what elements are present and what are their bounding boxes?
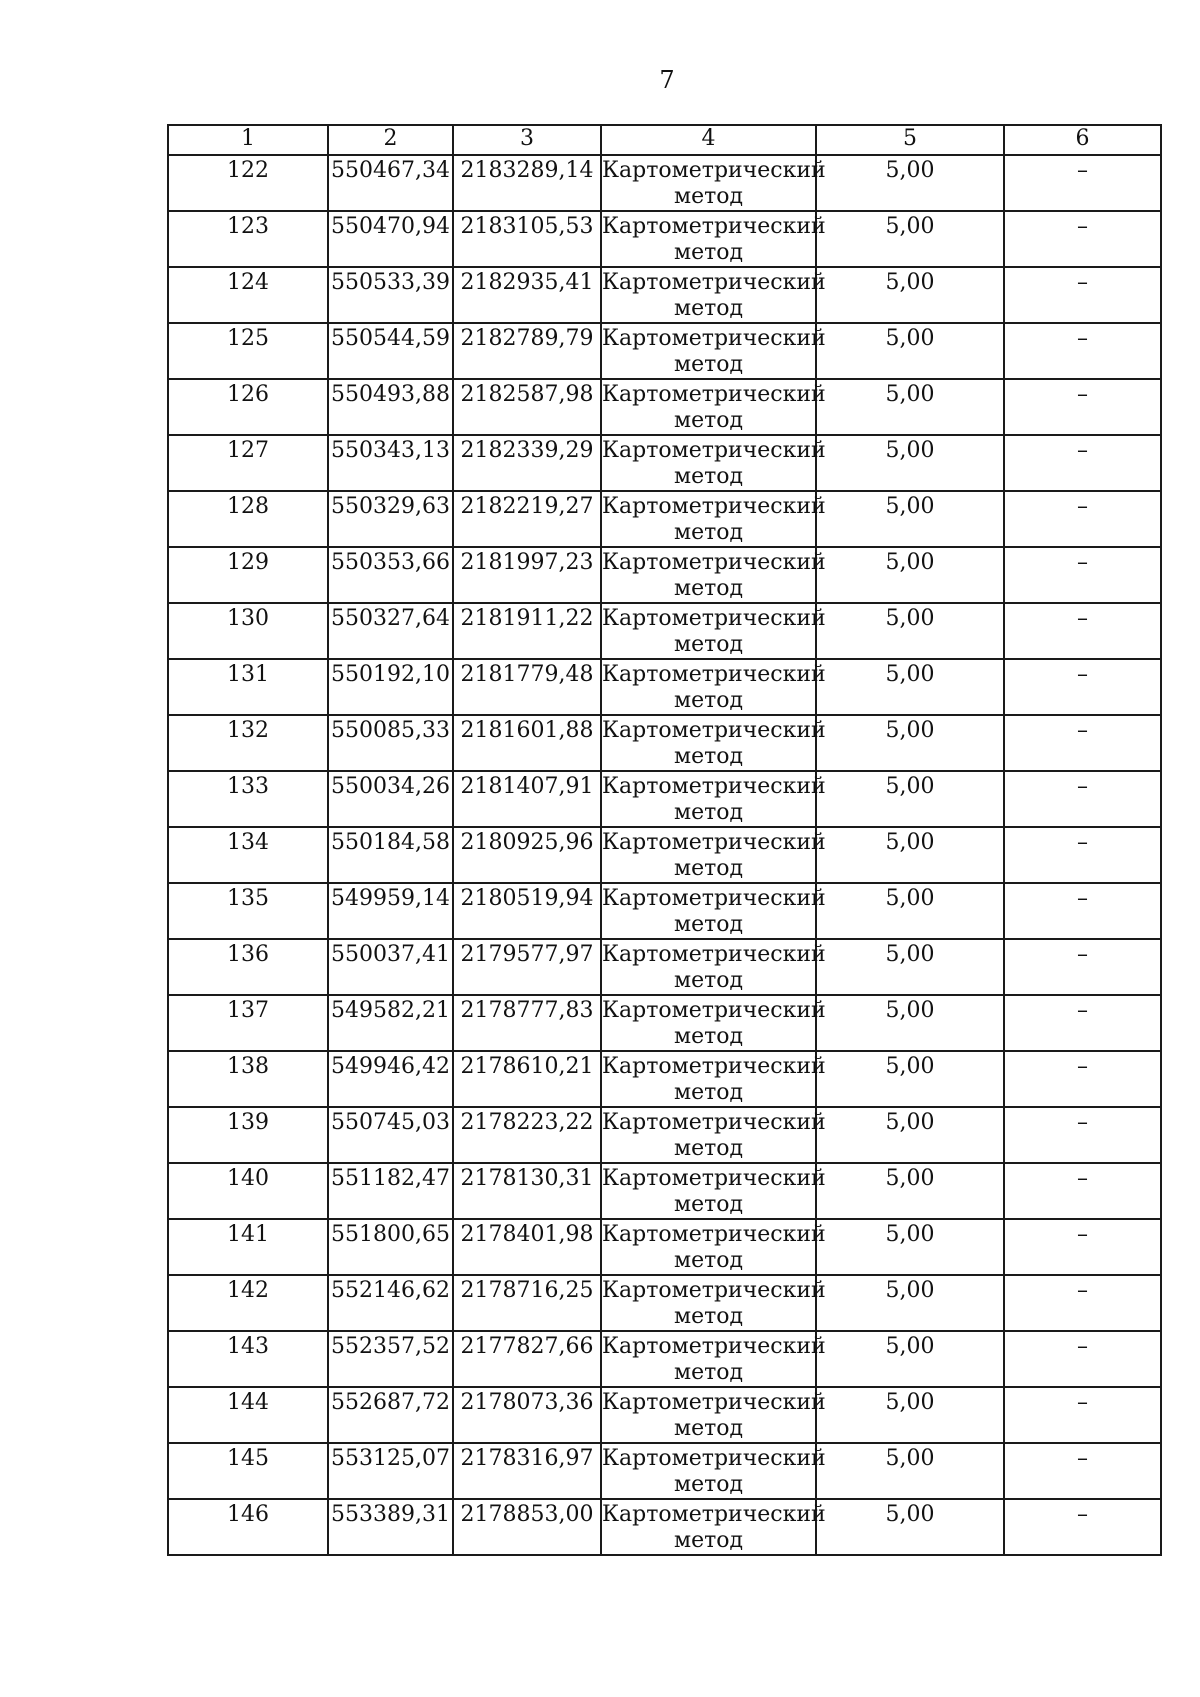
x-coordinate-cell: 550544,59 bbox=[328, 323, 453, 379]
table-row bbox=[168, 603, 1161, 659]
method-cell: Картометрический метод bbox=[601, 1219, 816, 1275]
note-cell: – bbox=[1004, 491, 1161, 547]
point-number-cell: 132 bbox=[168, 715, 328, 771]
y-coordinate-cell: 2182587,98 bbox=[453, 379, 601, 435]
table-row bbox=[168, 715, 1161, 771]
table-row bbox=[168, 1443, 1161, 1499]
method-cell: Картометрический метод bbox=[601, 939, 816, 995]
x-coordinate-cell: 549946,42 bbox=[328, 1051, 453, 1107]
method-cell: Картометрический метод bbox=[601, 1387, 816, 1443]
column-header-6: 6 bbox=[1004, 125, 1161, 155]
x-coordinate-cell: 550037,41 bbox=[328, 939, 453, 995]
column-header-2: 2 bbox=[328, 125, 453, 155]
x-coordinate-cell: 549959,14 bbox=[328, 883, 453, 939]
note-cell: – bbox=[1004, 1443, 1161, 1499]
accuracy-cell: 5,00 bbox=[816, 379, 1004, 435]
point-number-cell: 125 bbox=[168, 323, 328, 379]
y-coordinate-cell: 2178223,22 bbox=[453, 1107, 601, 1163]
point-number-cell: 146 bbox=[168, 1499, 328, 1555]
table-row bbox=[168, 1051, 1161, 1107]
note-cell: – bbox=[1004, 771, 1161, 827]
accuracy-cell: 5,00 bbox=[816, 883, 1004, 939]
x-coordinate-cell: 549582,21 bbox=[328, 995, 453, 1051]
table-row bbox=[168, 267, 1161, 323]
method-cell: Картометрический метод bbox=[601, 1499, 816, 1555]
accuracy-cell: 5,00 bbox=[816, 491, 1004, 547]
note-cell: – bbox=[1004, 995, 1161, 1051]
accuracy-cell: 5,00 bbox=[816, 659, 1004, 715]
accuracy-cell: 5,00 bbox=[816, 1275, 1004, 1331]
point-number-cell: 126 bbox=[168, 379, 328, 435]
method-cell: Картометрический метод bbox=[601, 323, 816, 379]
method-cell: Картометрический метод bbox=[601, 211, 816, 267]
accuracy-cell: 5,00 bbox=[816, 1219, 1004, 1275]
y-coordinate-cell: 2178316,97 bbox=[453, 1443, 601, 1499]
method-cell: Картометрический метод bbox=[601, 1443, 816, 1499]
x-coordinate-cell: 553125,07 bbox=[328, 1443, 453, 1499]
header-row bbox=[168, 125, 1161, 155]
point-number-cell: 128 bbox=[168, 491, 328, 547]
method-cell: Картометрический метод bbox=[601, 995, 816, 1051]
note-cell: – bbox=[1004, 1387, 1161, 1443]
point-number-cell: 137 bbox=[168, 995, 328, 1051]
y-coordinate-cell: 2181601,88 bbox=[453, 715, 601, 771]
table-row bbox=[168, 1219, 1161, 1275]
table-header bbox=[168, 125, 1161, 155]
accuracy-cell: 5,00 bbox=[816, 1443, 1004, 1499]
x-coordinate-cell: 550493,88 bbox=[328, 379, 453, 435]
table-row bbox=[168, 323, 1161, 379]
y-coordinate-cell: 2180519,94 bbox=[453, 883, 601, 939]
x-coordinate-cell: 552146,62 bbox=[328, 1275, 453, 1331]
point-number-cell: 127 bbox=[168, 435, 328, 491]
column-header-3: 3 bbox=[453, 125, 601, 155]
x-coordinate-cell: 550470,94 bbox=[328, 211, 453, 267]
x-coordinate-cell: 550329,63 bbox=[328, 491, 453, 547]
note-cell: – bbox=[1004, 827, 1161, 883]
y-coordinate-cell: 2178777,83 bbox=[453, 995, 601, 1051]
accuracy-cell: 5,00 bbox=[816, 995, 1004, 1051]
table-row bbox=[168, 659, 1161, 715]
table-row bbox=[168, 491, 1161, 547]
point-number-cell: 124 bbox=[168, 267, 328, 323]
note-cell: – bbox=[1004, 1219, 1161, 1275]
y-coordinate-cell: 2183289,14 bbox=[453, 155, 601, 211]
accuracy-cell: 5,00 bbox=[816, 715, 1004, 771]
point-number-cell: 134 bbox=[168, 827, 328, 883]
y-coordinate-cell: 2177827,66 bbox=[453, 1331, 601, 1387]
method-cell: Картометрический метод bbox=[601, 771, 816, 827]
y-coordinate-cell: 2182935,41 bbox=[453, 267, 601, 323]
point-number-cell: 133 bbox=[168, 771, 328, 827]
method-cell: Картометрический метод bbox=[601, 1107, 816, 1163]
y-coordinate-cell: 2181911,22 bbox=[453, 603, 601, 659]
method-cell: Картометрический метод bbox=[601, 547, 816, 603]
table-row bbox=[168, 1387, 1161, 1443]
y-coordinate-cell: 2182789,79 bbox=[453, 323, 601, 379]
note-cell: – bbox=[1004, 211, 1161, 267]
point-number-cell: 144 bbox=[168, 1387, 328, 1443]
x-coordinate-cell: 550192,10 bbox=[328, 659, 453, 715]
note-cell: – bbox=[1004, 1331, 1161, 1387]
point-number-cell: 138 bbox=[168, 1051, 328, 1107]
method-cell: Картометрический метод bbox=[601, 1163, 816, 1219]
method-cell: Картометрический метод bbox=[601, 267, 816, 323]
point-number-cell: 131 bbox=[168, 659, 328, 715]
point-number-cell: 123 bbox=[168, 211, 328, 267]
table-row bbox=[168, 211, 1161, 267]
x-coordinate-cell: 552357,52 bbox=[328, 1331, 453, 1387]
point-number-cell: 143 bbox=[168, 1331, 328, 1387]
point-number-cell: 135 bbox=[168, 883, 328, 939]
method-cell: Картометрический метод bbox=[601, 603, 816, 659]
accuracy-cell: 5,00 bbox=[816, 211, 1004, 267]
accuracy-cell: 5,00 bbox=[816, 827, 1004, 883]
y-coordinate-cell: 2181779,48 bbox=[453, 659, 601, 715]
x-coordinate-cell: 550343,13 bbox=[328, 435, 453, 491]
method-cell: Картометрический метод bbox=[601, 827, 816, 883]
accuracy-cell: 5,00 bbox=[816, 1387, 1004, 1443]
y-coordinate-cell: 2183105,53 bbox=[453, 211, 601, 267]
table-row bbox=[168, 827, 1161, 883]
y-coordinate-cell: 2178130,31 bbox=[453, 1163, 601, 1219]
table-row bbox=[168, 1331, 1161, 1387]
y-coordinate-cell: 2182219,27 bbox=[453, 491, 601, 547]
note-cell: – bbox=[1004, 659, 1161, 715]
coordinates-table bbox=[167, 124, 1162, 1556]
y-coordinate-cell: 2179577,97 bbox=[453, 939, 601, 995]
table-row bbox=[168, 1107, 1161, 1163]
method-cell: Картометрический метод bbox=[601, 155, 816, 211]
method-cell: Картометрический метод bbox=[601, 379, 816, 435]
accuracy-cell: 5,00 bbox=[816, 1499, 1004, 1555]
y-coordinate-cell: 2181997,23 bbox=[453, 547, 601, 603]
table-row bbox=[168, 435, 1161, 491]
point-number-cell: 139 bbox=[168, 1107, 328, 1163]
note-cell: – bbox=[1004, 267, 1161, 323]
x-coordinate-cell: 551800,65 bbox=[328, 1219, 453, 1275]
method-cell: Картометрический метод bbox=[601, 491, 816, 547]
accuracy-cell: 5,00 bbox=[816, 323, 1004, 379]
note-cell: – bbox=[1004, 1499, 1161, 1555]
table-row bbox=[168, 1275, 1161, 1331]
method-cell: Картометрический метод bbox=[601, 1275, 816, 1331]
x-coordinate-cell: 550353,66 bbox=[328, 547, 453, 603]
table-body bbox=[168, 155, 1161, 1555]
note-cell: – bbox=[1004, 883, 1161, 939]
table-row bbox=[168, 939, 1161, 995]
note-cell: – bbox=[1004, 1275, 1161, 1331]
accuracy-cell: 5,00 bbox=[816, 547, 1004, 603]
x-coordinate-cell: 552687,72 bbox=[328, 1387, 453, 1443]
accuracy-cell: 5,00 bbox=[816, 267, 1004, 323]
table-row bbox=[168, 995, 1161, 1051]
accuracy-cell: 5,00 bbox=[816, 1331, 1004, 1387]
table-row bbox=[168, 155, 1161, 211]
accuracy-cell: 5,00 bbox=[816, 1051, 1004, 1107]
note-cell: – bbox=[1004, 435, 1161, 491]
table-row bbox=[168, 547, 1161, 603]
method-cell: Картометрический метод bbox=[601, 715, 816, 771]
y-coordinate-cell: 2178610,21 bbox=[453, 1051, 601, 1107]
note-cell: – bbox=[1004, 939, 1161, 995]
table-row bbox=[168, 883, 1161, 939]
accuracy-cell: 5,00 bbox=[816, 771, 1004, 827]
x-coordinate-cell: 550745,03 bbox=[328, 1107, 453, 1163]
note-cell: – bbox=[1004, 715, 1161, 771]
x-coordinate-cell: 550467,34 bbox=[328, 155, 453, 211]
x-coordinate-cell: 551182,47 bbox=[328, 1163, 453, 1219]
point-number-cell: 136 bbox=[168, 939, 328, 995]
note-cell: – bbox=[1004, 1051, 1161, 1107]
accuracy-cell: 5,00 bbox=[816, 1163, 1004, 1219]
accuracy-cell: 5,00 bbox=[816, 155, 1004, 211]
point-number-cell: 130 bbox=[168, 603, 328, 659]
x-coordinate-cell: 550184,58 bbox=[328, 827, 453, 883]
point-number-cell: 141 bbox=[168, 1219, 328, 1275]
x-coordinate-cell: 550034,26 bbox=[328, 771, 453, 827]
point-number-cell: 129 bbox=[168, 547, 328, 603]
table-row bbox=[168, 1499, 1161, 1555]
accuracy-cell: 5,00 bbox=[816, 435, 1004, 491]
y-coordinate-cell: 2180925,96 bbox=[453, 827, 601, 883]
note-cell: – bbox=[1004, 1163, 1161, 1219]
note-cell: – bbox=[1004, 155, 1161, 211]
note-cell: – bbox=[1004, 379, 1161, 435]
point-number-cell: 122 bbox=[168, 155, 328, 211]
method-cell: Картометрический метод bbox=[601, 435, 816, 491]
point-number-cell: 140 bbox=[168, 1163, 328, 1219]
method-cell: Картометрический метод bbox=[601, 1331, 816, 1387]
column-header-5: 5 bbox=[816, 125, 1004, 155]
note-cell: – bbox=[1004, 547, 1161, 603]
accuracy-cell: 5,00 bbox=[816, 1107, 1004, 1163]
table-row bbox=[168, 771, 1161, 827]
note-cell: – bbox=[1004, 603, 1161, 659]
y-coordinate-cell: 2178853,00 bbox=[453, 1499, 601, 1555]
page-number: 7 bbox=[659, 66, 675, 94]
column-header-4: 4 bbox=[601, 125, 816, 155]
note-cell: – bbox=[1004, 323, 1161, 379]
column-header-1: 1 bbox=[168, 125, 328, 155]
method-cell: Картометрический метод bbox=[601, 1051, 816, 1107]
point-number-cell: 145 bbox=[168, 1443, 328, 1499]
x-coordinate-cell: 550533,39 bbox=[328, 267, 453, 323]
x-coordinate-cell: 553389,31 bbox=[328, 1499, 453, 1555]
accuracy-cell: 5,00 bbox=[816, 603, 1004, 659]
y-coordinate-cell: 2181407,91 bbox=[453, 771, 601, 827]
table-row bbox=[168, 379, 1161, 435]
y-coordinate-cell: 2182339,29 bbox=[453, 435, 601, 491]
y-coordinate-cell: 2178401,98 bbox=[453, 1219, 601, 1275]
point-number-cell: 142 bbox=[168, 1275, 328, 1331]
x-coordinate-cell: 550085,33 bbox=[328, 715, 453, 771]
table-row bbox=[168, 1163, 1161, 1219]
x-coordinate-cell: 550327,64 bbox=[328, 603, 453, 659]
accuracy-cell: 5,00 bbox=[816, 939, 1004, 995]
y-coordinate-cell: 2178073,36 bbox=[453, 1387, 601, 1443]
method-cell: Картометрический метод bbox=[601, 883, 816, 939]
note-cell: – bbox=[1004, 1107, 1161, 1163]
method-cell: Картометрический метод bbox=[601, 659, 816, 715]
y-coordinate-cell: 2178716,25 bbox=[453, 1275, 601, 1331]
